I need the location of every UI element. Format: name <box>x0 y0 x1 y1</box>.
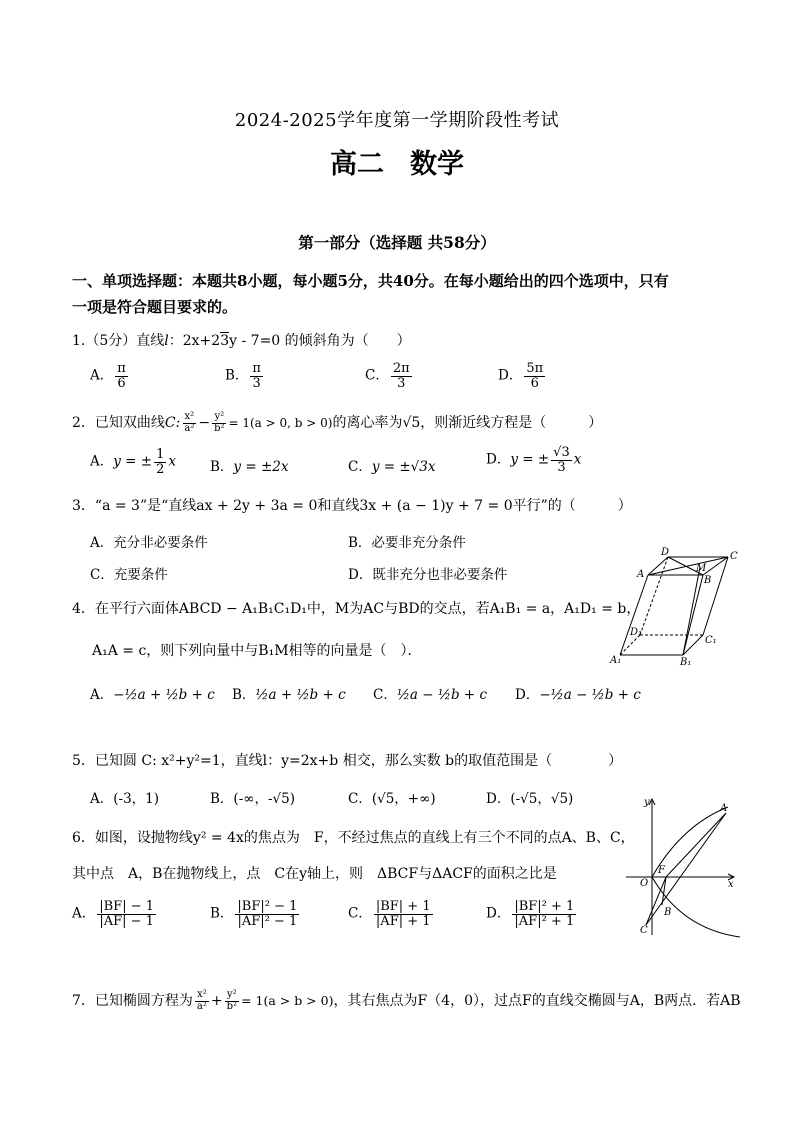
part1-heading: 第一部分（选择题 共58分） <box>298 233 496 252</box>
label-y: y <box>644 797 650 808</box>
label-O: O <box>640 878 649 889</box>
q4-option-d: D．−½a − ½b + c <box>515 687 641 703</box>
label-D: D <box>661 547 670 558</box>
q3-option-b: B．必要非充分条件 <box>348 535 466 551</box>
q2-option-d: D．y = ± $\frac{√3}{3}$ x <box>486 445 582 475</box>
question-3-stem: 3．“a = 3”是“直线ax + 2y + 3a = 0和直线3x + (a − 1)y + 7 = 0平行”的（ ） <box>72 498 632 514</box>
q3-option-c: C．充要条件 <box>90 567 168 583</box>
q2-option-c: C．y = ±√3x <box>348 459 436 475</box>
question-7-stem: 7．已知椭圆方程为 $\frac{\text{x²}}{\text{a²}}$ + $\frac{\text{y²}}{\text{b²}}$ = 1(a > b > 0)，其右焦点为F（4，0），过点F的直线交椭圆与A，B两点．若AB <box>72 989 741 1012</box>
parabola-figure <box>622 795 742 940</box>
question-1-stem <box>72 330 411 350</box>
question-2-stem: 2．已知双曲线C: $\frac{\text{x²}}{\text{a²}}$ − $\frac{\text{y²}}{\text{b²}}$ = 1(a > 0, b > 0)的离心率为√5，则渐近线方程是（ ） <box>72 411 603 434</box>
label-D1: D₁ <box>630 627 643 638</box>
section1-instructions-line2: 一项是符合题目要求的。 <box>72 298 238 316</box>
q2-option-a: A．y = ± $\frac{1}{2}$ x <box>90 447 176 477</box>
q3-option-d: D．既非充分也非必要条件 <box>348 567 508 583</box>
q5-option-b: B．(-∞，-√5) <box>210 791 296 807</box>
q1-line-var: l <box>164 333 169 349</box>
q1-stem-a: 1.（5分）直线 <box>72 333 165 349</box>
question-4-stem-line2: A₁A = c，则下列向量中与B₁M相等的向量是（ ）． <box>92 643 422 659</box>
q1-option-a: A． $\frac{\pi}{6}$ <box>90 361 126 391</box>
label-B: B <box>704 575 712 586</box>
exam-title: 2024-2025学年度第一学期阶段性考试 <box>234 110 560 131</box>
label-B1: B₁ <box>680 657 692 667</box>
label-x: x <box>728 879 734 890</box>
label-C: C <box>640 925 648 936</box>
q6-option-b: B． $\frac{\text{|BF|² − 1}}{\text{|AF|² − 1}}$ <box>210 899 298 929</box>
q5-option-d: D．(-√5，√5) <box>486 791 574 807</box>
subject-label: 数学 <box>410 149 464 180</box>
q1-stem-c: y - 7=0 的倾斜角为（ ） <box>229 333 411 349</box>
grade-label: 高二 <box>330 149 384 180</box>
label-B: B <box>664 907 672 918</box>
label-C: C <box>730 551 738 562</box>
label-C1: C₁ <box>705 635 717 646</box>
q1-stem-b: ：2x+2 <box>168 333 221 349</box>
q3-option-a: A．充分非必要条件 <box>90 535 208 551</box>
exam-subject-heading <box>0 142 794 181</box>
question-4-stem-line1: 4．在平行六面体ABCD − A₁B₁C₁D₁中，M为AC与BD的交点，若A₁B₁ = a，A₁D₁ = b， <box>72 601 641 617</box>
label-F: F <box>658 865 665 876</box>
section1-instructions-line1: 一、单项选择题：本题共8小题，每小题5分，共40分。在每小题给出的四个选项中，只有 <box>72 272 669 290</box>
q4-option-b: B．½a + ½b + c <box>232 687 346 703</box>
q1-option-b: B． $\frac{\pi}{3}$ <box>225 361 261 391</box>
label-A: A <box>637 569 645 580</box>
question-6-stem-line1: 6．如图，设抛物线y² = 4x的焦点为 F，不经过焦点的直线上有三个不同的点A、B、C， <box>72 830 635 846</box>
q1-option-c: C． $\frac{2\pi}{3}$ <box>365 361 410 391</box>
q5-option-c: C．(√5，+∞) <box>348 791 436 807</box>
q5-option-a: A．(-3，1) <box>90 791 160 807</box>
q6-option-d: D． $\frac{\text{|BF|² + 1}}{\text{|AF|² + 1}}$ <box>486 899 575 929</box>
q2-option-b: B．y = ±2x <box>210 459 289 475</box>
question-5-stem: 5．已知圆 C: x²+y²=1，直线l：y=2x+b 相交，那么实数 b的取值范围是（ ） <box>72 753 623 769</box>
q4-option-c: C．½a − ½b + c <box>373 687 488 703</box>
q6-option-c: C． $\frac{|BF| + 1}{|AF| + 1}$ <box>348 899 431 929</box>
label-A: A <box>720 803 728 814</box>
q4-option-a: A．−½a + ½b + c <box>90 687 215 703</box>
label-M: M <box>696 563 707 574</box>
label-A1: A₁ <box>610 655 622 666</box>
q1-sqrt: 3 <box>220 333 230 349</box>
question-6-stem-line2: 其中点 A，B在抛物线上，点 C在y轴上，则 ΔBCF与ΔACF的面积之比是 <box>72 866 557 882</box>
q1-option-d: D． $\frac{5\pi}{6}$ <box>498 361 544 391</box>
q6-option-a: A． $\frac{|BF| - 1}{|AF| - 1}$ <box>72 899 155 929</box>
